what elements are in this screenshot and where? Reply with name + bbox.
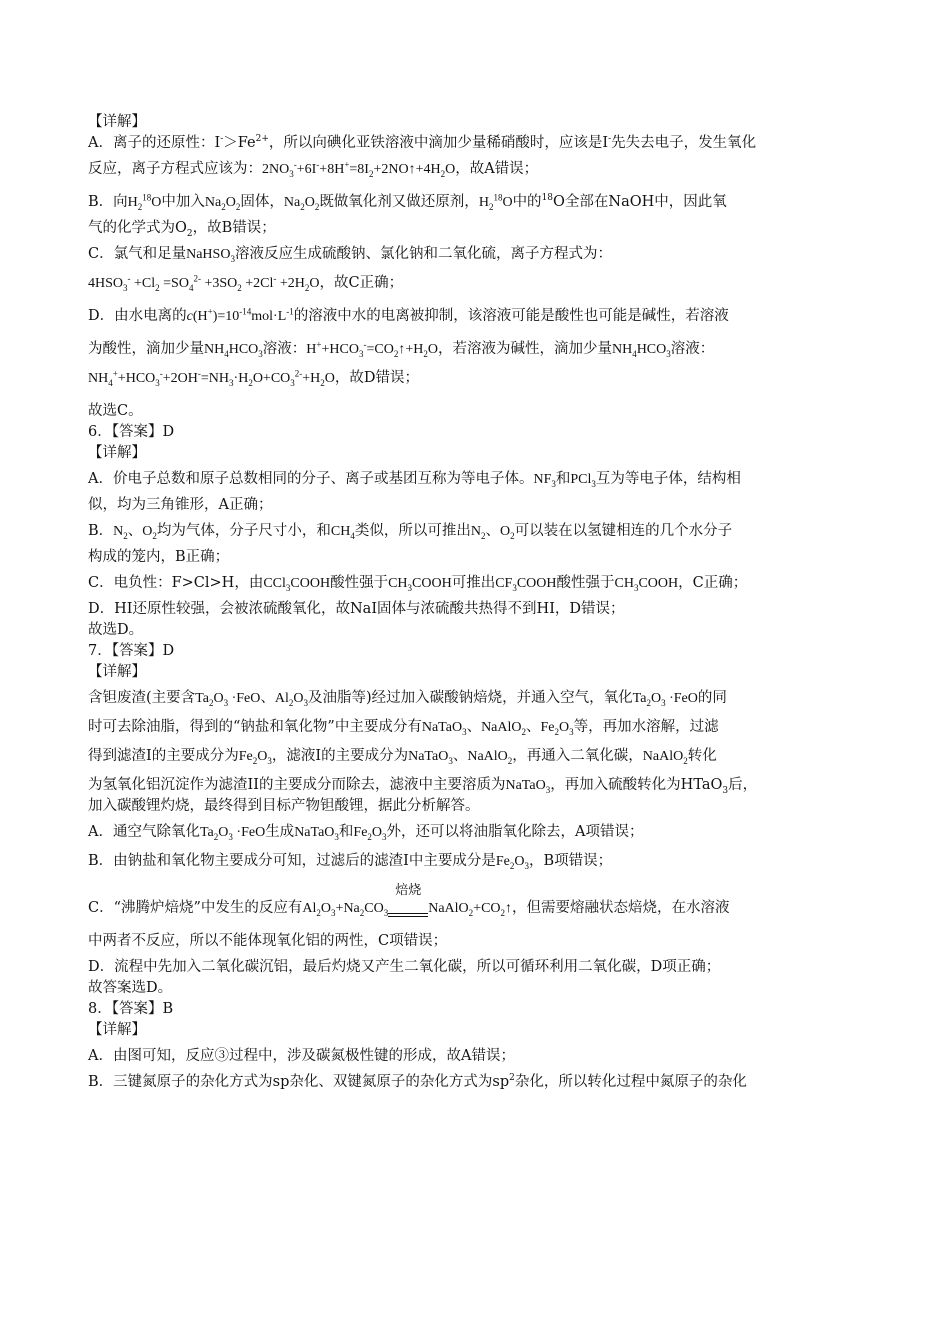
text-line: C．电负性：F>Cl>H，由CCl$_3$COOH酸性强于$CH_3COOH$可推出$CF_3COOH$酸性强于$CH_3COOH$，C正确； — [88, 575, 748, 593]
equation-line: C．“沸腾炉焙烧”中发生的反应有$Al_2O_3+Na_2CO_3$ 焙烧 $NaAlO_2+CO_2↑$，但需要熔融状态焙烧，在水溶液 — [88, 882, 730, 918]
answer-heading: 6．【答案】D — [88, 424, 175, 440]
text-line: A．由图可知，反应③过程中，涉及碳氮极性键的形成，故A错误； — [88, 1048, 515, 1064]
text-line: 气的化学式为$O_2$，故B错误； — [88, 220, 276, 239]
text-line: 加入碳酸锂灼烧，最终得到目标产物钽酸锂，据此分析解答。 — [88, 798, 480, 814]
text-line: B．三键氮原子的杂化方式为sp杂化、双键氮原子的杂化方式为$sp^2$杂化，所以转化过程中氮原子的杂化 — [88, 1073, 747, 1090]
text-line: A．离子的还原性：$I^->Fe^{2+}$，所以向碘化亚铁溶液中滴加少量稀硝酸时，应该是I-先失去电子，发生氧化 — [88, 134, 757, 151]
detail-heading: 【详解】 — [88, 114, 146, 130]
answer-heading: 8．【答案】B — [88, 1001, 174, 1017]
text-line: 为氢氧化铝沉淀作为滤渣II的主要成分而除去，滤液中主要溶质为NaTaO$_3$，再加入硫酸转化为HTaO$_3$后， — [88, 777, 758, 796]
detail-heading: 【详解】 — [88, 664, 146, 680]
text-line: 构成的笼内，B正确； — [88, 549, 230, 565]
text-line: A．价电子总数和原子总数相同的分子、离子或基团互称为等电子体。$NF_3$和PCl$_3$互为等电子体，结构相 — [88, 471, 741, 489]
text-line: 似，均为三角锥形，A正确； — [88, 497, 273, 513]
answer-heading: 7．【答案】D — [88, 643, 175, 659]
text-line: B．由钠盐和氧化物主要成分可知，过滤后的滤渣I中主要成分是$Fe_2O_3$，B项错误； — [88, 853, 613, 871]
equation-line: $NH_4^++HCO_3^-+2OH^-=NH_3\cdot H_2O+CO_3^{2-}+H_2O$，故D错误； — [88, 368, 420, 388]
equation-line: $4HSO_3^- +Cl_2 =SO_4^{2-} +3SO_2 +2Cl^- +2H_2O$，故C正确； — [88, 273, 404, 293]
text-line: 时可去除油脂，得到的“钠盐和氧化物”中主要成分有NaTaO$_3$、NaAlO$_2$、$Fe_2O_3$等，再加水溶解，过滤 — [88, 719, 719, 737]
detail-heading: 【详解】 — [88, 1022, 146, 1038]
text-line: 故选C。 — [88, 403, 143, 419]
text-line: 得到滤渣I的主要成分为$Fe_2O_3$，滤液I的主要成分为NaTaO$_3$、NaAlO$_2$，再通入二氧化碳，NaAlO$_2$转化 — [88, 748, 717, 766]
text-line: D．HI还原性较强，会被浓硫酸氧化，故NaI固体与浓硫酸共热得不到HI，D错误； — [88, 601, 625, 617]
text-line: 故答案选D。 — [88, 980, 173, 996]
text-line: D．由水电离的$c(H^+)=10^{-14}mol\cdot L^{-1}$的溶液中水的电离被抑制，该溶液可能是酸性也可能是碱性，若溶液 — [88, 306, 729, 324]
reaction-condition-arrow: 焙烧 — [388, 898, 428, 917]
text-line: A．通空气除氧化$Ta_2O_3 \cdot FeO$生成NaTaO$_3$和$Fe_2O_3$外，还可以将油脂氧化除去，A项错误； — [88, 824, 644, 842]
text-line: B．向$H_2^{18}O$中加入$Na_2O_2$固体，$Na_2O_2$既做氧化剂又做还原剂，$H_2^{18}O$中的$^{18}$O全部在NaOH中，因此氧 — [88, 192, 727, 212]
text-line: D．流程中先加入二氧化碳沉铝，最后灼烧又产生二氧化碳，所以可循环利用二氧化碳，D项正确； — [88, 959, 721, 975]
text-line: 为酸性，滴加少量$NH_4HCO_3$溶液：$H^++HCO_3^-=CO_2↑+H_2O$，若溶液为碱性，滴加少量$NH_4HCO_3$溶液： — [88, 339, 715, 359]
text-line: C．氯气和足量NaHSO$_3$溶液反应生成硫酸钠、氯化钠和二氧化硫，离子方程式为： — [88, 246, 612, 264]
text-line: B．$N_2$、$O_2$均为气体，分子尺寸小，和$CH_4$类似，所以可推出$N_2$、$O_2$可以装在以氢键相连的几个水分子 — [88, 523, 733, 541]
text-line: 故选D。 — [88, 622, 144, 638]
detail-heading: 【详解】 — [88, 445, 146, 461]
document-body — [88, 112, 863, 1093]
text-line: 含钽废渣(主要含$Ta_2O_3 \cdot FeO$、$Al_2O_3$及油脂等)经过加入碳酸钠焙烧，并通入空气，氧化$Ta_2O_3 \cdot FeO$的同 — [88, 690, 727, 708]
text-line: 反应，离子方程式应该为：$2NO_3^-+6I^-+8H^+=8I_2+2NO↑+4H_2O$，故A错误； — [88, 159, 539, 179]
text-line: 中两者不反应，所以不能体现氧化铝的两性，C项错误； — [88, 933, 448, 949]
